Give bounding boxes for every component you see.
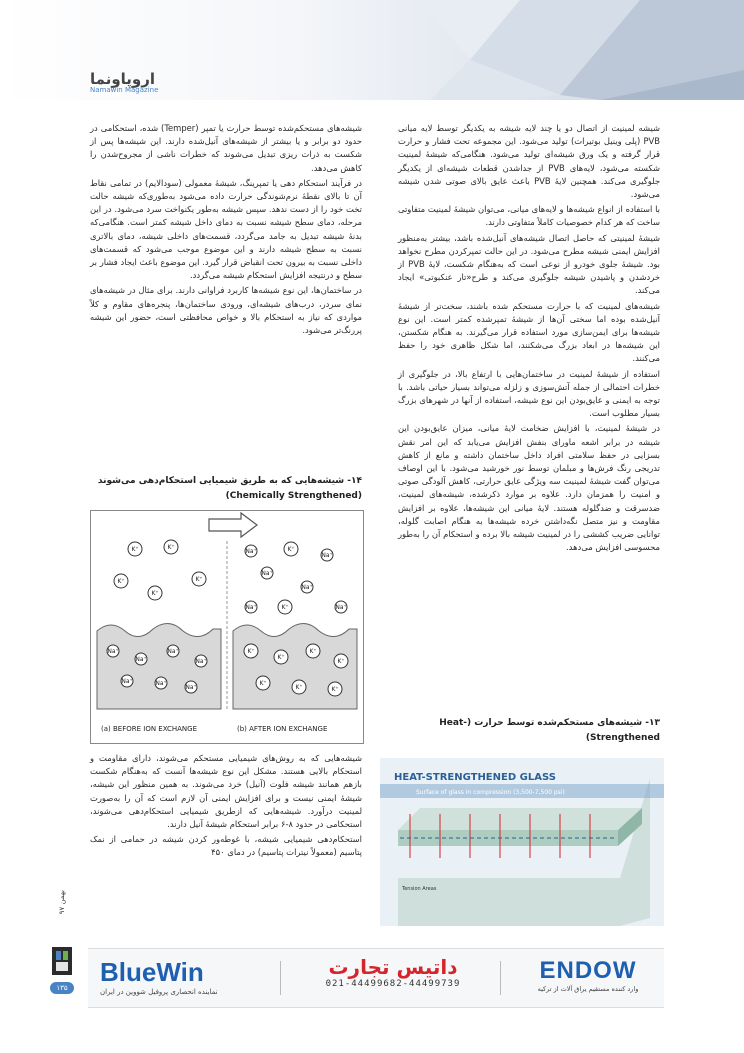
left-column-bottom xyxy=(90,752,362,862)
svg-text:Na⁺: Na⁺ xyxy=(301,584,313,591)
paragraph: شیشه‌هایی که به روش‌های شیمیایی مستحکم می‌شوند، دارای مقاومت و استحکام بالایی هستند. مشکل این نوع شیشه‌ها آنست که به‌هنگام شکست بازهم همانند شیشه فلوت (آنیل) خرد می‌شوند. به همین منظور این شیشه، شیشهٔ ایمنی نیست و برای افزایش ایمنی آن لازم است که آن را به‌صورت لمینیت درآورد. شیشه‌هایی که ازطریق شیمیایی استحکام‌دهی می‌شوند، استحکامی در حدود ۸-۶ برابر استحکام شیشهٔ آنیل دارند. xyxy=(90,753,362,830)
svg-text:Na⁺: Na⁺ xyxy=(121,678,133,685)
divider xyxy=(280,961,281,995)
svg-text:Na⁺: Na⁺ xyxy=(195,658,207,665)
header-banner xyxy=(0,0,744,100)
svg-text:K⁺: K⁺ xyxy=(277,654,285,661)
svg-text:Na⁺: Na⁺ xyxy=(335,604,347,611)
ion-exchange-figure xyxy=(90,510,364,744)
na-ion xyxy=(155,677,167,689)
na-ion xyxy=(121,675,133,687)
divider xyxy=(500,961,501,995)
datis-phone: 021-44499682-44499739 xyxy=(325,979,461,989)
bluewin-tagline: نماینده انحصاری پروفیل شووین در ایران xyxy=(100,988,218,996)
svg-text:Na⁺: Na⁺ xyxy=(245,548,257,555)
figure-small-label: Tension Areas xyxy=(402,886,437,892)
k-ion xyxy=(114,574,128,588)
section-heading-14: ۱۴- شیشه‌هایی که به طریق شیمیایی استحکام‌دهی می‌شوند (Chemically Strengthened) xyxy=(97,476,362,501)
na-ion xyxy=(167,645,179,657)
k-ion xyxy=(284,542,298,556)
svg-text:K⁺: K⁺ xyxy=(287,546,295,553)
na-ion xyxy=(335,601,347,613)
paragraph: در شیشهٔ لمینیت، با افزایش ضخامت لایهٔ میانی، میزان عایق‌بودن این شیشه در برابر اشعه ماورای بنفش افزایش می‌یابد که این امر نقش بسزایی در حفظ سلامتی افراد داخل ساختمان داشته و مانع از کاهش تدریجی رنگ فرش‌ها و مبلمان توسط نور خورشید می‌شود. با این اوصاف می‌توان گفت شیشهٔ لمینیت سه ویژگی عایق حرارتی، کاهش آلودگی صوتی و امنیت را همزمان دارد. علاوه بر موارد ذکرشده، شیشه‌های لمینیت، ضدسرقت و ضدگلوله هستند. لایهٔ میانی این شیشه‌ها، علاوه بر افزایش مقاومت و نیز متصل نگه‌داشتن خرده شیشه‌ها به هنگام اصابت گلوله، توانایی ضریب کششی را در لمینیت شیشه بالا برده و استحکام آن را به‌طور محسوسی افزایش می‌دهد. xyxy=(398,423,660,553)
k-ion xyxy=(244,644,258,658)
paragraph: استفاده از شیشهٔ لمینیت در ساختمان‌هایی با ارتفاع بالا، در جلوگیری از خطرات احتمالی از جمله آتش‌سوزی و زلزله می‌تواند بسیار حیاتی باشد. با توجه به ایمنی و عایق‌بودن این نوع شیشه، استفاده از آنها در شهرهای بزرگ بسیار مطلوب است. xyxy=(398,368,660,419)
na-ion xyxy=(195,655,207,667)
left-column xyxy=(90,122,362,339)
paragraph: شیشه لمینیت از اتصال دو یا چند لایه شیشه به یکدیگر توسط لایه میانی PVB (پلی وینیل بوتیرات) تولید می‌شود. این مجموعه تحت فشار و حرارت قرار گرفته و یک ورق شیشه‌ای تولید می‌شود. هنگامی‌که شیشهٔ لمینیت شکسته می‌شود، لایه‌های PVB از جداشدن قطعات شیشه‌ای از یکدیگر جلوگیری می‌کند. همچنین لایهٔ PVB باعث عایق بالای صوتی شدن شیشه می‌شود. xyxy=(398,123,660,200)
svg-text:K⁺: K⁺ xyxy=(337,658,345,665)
right-column xyxy=(398,122,660,557)
bluewin-name: BlueWin xyxy=(100,957,204,987)
k-ion xyxy=(278,600,292,614)
svg-text:K⁺: K⁺ xyxy=(167,544,175,551)
k-ion xyxy=(328,682,342,696)
paragraph: شیشهٔ لمینیتی که حاصل اتصال شیشه‌های آنیل‌شده باشد، بیشتر به‌منظور افزایش ایمنی شیشه مطرح می‌شود. در این حالت تمپرکردن مطرح نخواهد بود. شیشهٔ جلوی خودرو از نوعی است که به‌هنگام شکست، لایهٔ PVB از خردشدن و پاشیدن شیشه جلوگیری می‌کند و طرح«تار عنکبوتی» ایجاد می‌کند. xyxy=(398,232,660,296)
magazine-logo xyxy=(90,70,158,94)
paragraph: در ساختمان‌ها، این نوع شیشه‌ها کاربرد فراوانی دارند. برای مثال در شیشه‌های نمای سردر، درب‌های شیشه‌ای، ورودی ساختمان‌ها، پنجره‌های مقاوم و کلاً مواردی که نیاز به استحکام بالا و خواص محافظتی است، حضور این شیشه پررنگ‌تر می‌شود. xyxy=(90,285,362,336)
heat-strengthened-diagram xyxy=(380,758,664,926)
paragraph: با استفاده از انواع شیشه‌ها و لایه‌های میانی، می‌توان شیشهٔ لمینیت متفاوتی ساخت که هر کدام خصوصیات کاملاً متفاوتی دارند. xyxy=(398,204,660,228)
k-ion xyxy=(292,680,306,694)
figure-title: HEAT-STRENGTHENED GLASS xyxy=(394,772,556,783)
svg-text:K⁺: K⁺ xyxy=(331,686,339,693)
na-ion xyxy=(245,601,257,613)
k-ion xyxy=(192,572,206,586)
na-ion xyxy=(261,567,273,579)
svg-text:K⁺: K⁺ xyxy=(309,648,317,655)
na-ion xyxy=(107,645,119,657)
svg-text:K⁺: K⁺ xyxy=(195,576,203,583)
na-ion xyxy=(135,653,147,665)
k-ion xyxy=(256,676,270,690)
svg-text:K⁺: K⁺ xyxy=(295,684,303,691)
k-ion xyxy=(148,586,162,600)
k-ion xyxy=(164,540,178,554)
k-ion xyxy=(306,644,320,658)
svg-text:Na⁺: Na⁺ xyxy=(167,648,179,655)
na-ion xyxy=(185,681,197,693)
svg-text:Na⁺: Na⁺ xyxy=(245,604,257,611)
endow-tagline: وارد کننده مستقیم یراق آلات از ترکیه xyxy=(537,985,639,993)
logo-text-en: Namawin Magazine xyxy=(90,86,159,94)
k-ion xyxy=(274,650,288,664)
svg-text:K⁺: K⁺ xyxy=(259,680,267,687)
paragraph: شیشه‌های مستحکم‌شده توسط حرارت یا تمپر (Temper) شده، استحکامی در حدود دو برابر و یا بیشتر از شیشه‌های آنیل‌شده دارند. این شیشه‌ها پس از شکست به ذرات ریزی تبدیل می‌شوند که خطرات ناشی از مجروح‌شدن را کاهش می‌دهد. xyxy=(90,123,362,173)
figure-subtitle: Surface of glass in compression (3,500-7,500 psi) xyxy=(416,789,565,796)
section-heading-13: ۱۳- شیشه‌های مستحکم‌شده توسط حرارت (Heat-Strengthened) xyxy=(439,718,660,743)
endow-name: ENDOW xyxy=(539,957,637,984)
caption-before: (a) BEFORE ION EXCHANGE xyxy=(101,725,198,733)
caption-after: (b) AFTER ION EXCHANGE xyxy=(237,725,328,733)
svg-text:Na⁺: Na⁺ xyxy=(107,648,119,655)
k-ion xyxy=(334,654,348,668)
svg-text:K⁺: K⁺ xyxy=(281,604,289,611)
paragraph: استحکام‌دهی شیمیایی شیشه، با غوطه‌ور کردن شیشه در حمامی از نمک پتاسیم (معمولاً نیترات پتاسیم) در دمای ۴۵۰ xyxy=(90,834,362,858)
svg-text:Na⁺: Na⁺ xyxy=(261,570,273,577)
na-ion xyxy=(245,545,257,557)
svg-text:Na⁺: Na⁺ xyxy=(321,552,333,559)
na-ion xyxy=(301,581,313,593)
ion-exchange-diagram xyxy=(91,511,363,743)
svg-text:K⁺: K⁺ xyxy=(117,578,125,585)
na-ion xyxy=(321,549,333,561)
heat-strengthened-figure xyxy=(380,758,664,926)
svg-text:Na⁺: Na⁺ xyxy=(155,680,167,687)
ads-strip xyxy=(88,948,664,1008)
logo-text-fa: اروپا‌ونما xyxy=(90,70,156,88)
paragraph: در فرآیند استحکام دهی یا تمپرینگ، شیشهٔ معمولی (سودالایم) در تمامی نقاط آن تا بالای نقطهٔ نرم‌شوندگی حرارت داده می‌شود به‌طوری‌که شیشه حالت تخت خود را از دست ندهد. سپس شیشه به‌طور یکنواخت سرد می‌شود. در این مرحله، دمای سطح شیشه نسبت به دمای داخل شیشه کمتر است. هنگامی‌که بدنهٔ شیشه تبدیل به جامد می‌گردد، قسمت‌های داخلی شیشه، دمای بالاتری نسبت به سطح شیشه دارند و این موضوع موجب می‌شود که قسمت‌های داخلی نسبت به بیرون تحت انقباض قرار گیرد. این موضوع باعث ایجاد فشار بر سطح و درنتیجه افزایش استحکام شیشه می‌گردد. xyxy=(90,177,362,281)
magazine-mark-icon xyxy=(50,945,74,977)
svg-text:K⁺: K⁺ xyxy=(247,648,255,655)
paragraph: شیشه‌های لمینیت که با حرارت مستحکم شده باشند، سخت‌تر از شیشهٔ آنیل‌شده بوده اما سختی آن‌ها از شیشهٔ تمپرشده کمتر است. این نوع شیشه‌ها برای ایمن‌سازی مورد استفاده قرار می‌گیرند. به هنگام شکستن، این شیشه‌ها در ابعاد بزرگ می‌شکنند، اما شکل ظاهری خود را حفظ می‌کنند. xyxy=(398,300,660,364)
svg-text:Na⁺: Na⁺ xyxy=(185,684,197,691)
svg-text:Na⁺: Na⁺ xyxy=(135,656,147,663)
ad-endow[interactable] xyxy=(518,949,658,1007)
issue-date: بهمن ۹۷ xyxy=(58,890,66,915)
svg-text:K⁺: K⁺ xyxy=(131,546,139,553)
ad-datis[interactable] xyxy=(298,949,488,1007)
datis-name: داتیس تجارت xyxy=(328,955,458,979)
k-ion xyxy=(128,542,142,556)
page-number: ۱۳۵ xyxy=(50,982,74,994)
ad-bluewin[interactable] xyxy=(100,949,270,1007)
svg-text:K⁺: K⁺ xyxy=(151,590,159,597)
